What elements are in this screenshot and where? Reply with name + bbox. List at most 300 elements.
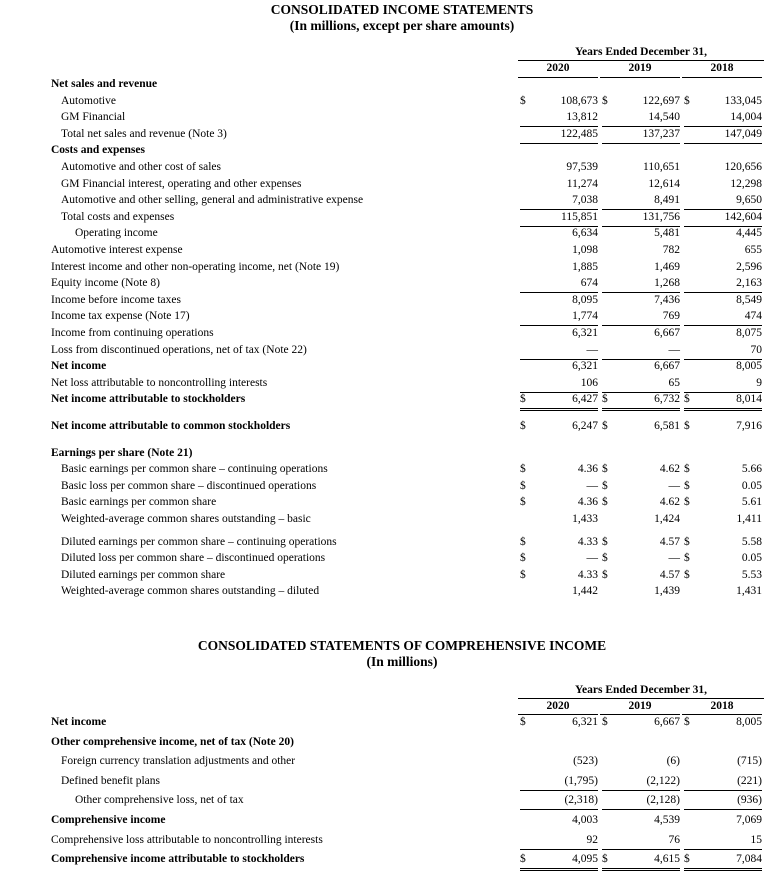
table-row xyxy=(0,463,781,479)
value-cell-2018 xyxy=(684,294,762,309)
row-value: 655 xyxy=(744,244,762,256)
row-value: 137,237 xyxy=(642,127,680,140)
comprehensive-year-rule-2018 xyxy=(682,714,762,715)
row-value: 7,084 xyxy=(736,853,762,866)
row-value: 4.57 xyxy=(659,535,680,548)
row-label: Net loss attributable to noncontrolling interests xyxy=(51,376,268,389)
currency-symbol: $ xyxy=(684,393,690,406)
row-label: Automotive and other cost of sales xyxy=(61,161,222,173)
currency-symbol: $ xyxy=(520,535,526,548)
currency-symbol: $ xyxy=(602,535,608,548)
row-label: Defined benefit plans xyxy=(61,774,160,787)
row-value: 115,851 xyxy=(561,210,598,223)
row-value: (2,122) xyxy=(646,774,680,787)
currency-symbol: $ xyxy=(520,94,526,107)
row-value: 8,491 xyxy=(654,194,680,207)
value-cell-2018 xyxy=(684,377,762,393)
row-value: — xyxy=(586,343,598,356)
value-cell-2018 xyxy=(684,853,762,871)
value-cell-2020 xyxy=(520,834,598,850)
row-value: 6,321 xyxy=(572,716,598,728)
table-row xyxy=(0,569,781,585)
row-value: — xyxy=(668,479,680,492)
value-cell-2018 xyxy=(684,536,762,551)
value-cell-2018 xyxy=(684,344,762,360)
value-cell-2020 xyxy=(520,377,598,393)
table-row xyxy=(0,736,781,752)
currency-symbol: $ xyxy=(520,479,526,492)
value-cell-2020 xyxy=(520,463,598,478)
value-cell-2019 xyxy=(602,178,680,193)
row-value: — xyxy=(586,552,598,565)
income-statement-subtitle: (In millions, except per share amounts) xyxy=(289,18,515,33)
row-value: (523) xyxy=(573,755,598,768)
row-value: 131,756 xyxy=(642,210,680,223)
currency-symbol: $ xyxy=(520,853,526,866)
currency-symbol: $ xyxy=(684,496,690,509)
row-value: 4,003 xyxy=(572,814,598,826)
row-value: — xyxy=(668,343,680,356)
row-value: (2,128) xyxy=(646,794,680,807)
table-row xyxy=(0,327,781,343)
row-label: GM Financial interest, operating and other expenses xyxy=(61,177,302,190)
row-value: 1,424 xyxy=(654,513,680,525)
row-value: (2,318) xyxy=(564,794,598,807)
row-value: 2,596 xyxy=(736,260,762,273)
value-cell-2019 xyxy=(602,775,680,791)
row-label: Income before income taxes xyxy=(51,293,181,306)
value-cell-2018 xyxy=(684,447,762,462)
currency-symbol: $ xyxy=(520,496,526,509)
row-value: 4.62 xyxy=(659,463,680,476)
value-cell-2020 xyxy=(520,294,598,309)
comprehensive-year-rule-2020 xyxy=(518,714,598,715)
income-statement-title: CONSOLIDATED INCOME STATEMENTS xyxy=(270,2,534,17)
row-value: — xyxy=(586,479,598,492)
currency-symbol: $ xyxy=(602,568,608,581)
row-label: Foreign currency translation adjustments and other xyxy=(61,755,296,768)
table-row xyxy=(0,552,781,568)
currency-symbol: $ xyxy=(520,420,526,432)
value-cell-2018 xyxy=(684,420,762,435)
income-year-2020: 2020 xyxy=(546,62,570,74)
row-value: 108,673 xyxy=(560,94,598,107)
row-value: 2,163 xyxy=(736,277,762,290)
value-cell-2018 xyxy=(684,775,762,791)
comprehensive-subtitle: (In millions) xyxy=(366,654,438,669)
value-cell-2018 xyxy=(684,585,762,600)
row-value: 13,812 xyxy=(566,111,598,124)
row-value: 11,274 xyxy=(566,177,598,190)
table-row xyxy=(0,496,781,512)
value-cell-2019 xyxy=(602,344,680,360)
row-value: (6) xyxy=(666,755,680,768)
row-value: 0.05 xyxy=(741,479,762,492)
row-value: 6,667 xyxy=(654,716,680,728)
row-label: Weighted-average common shares outstanding – diluted xyxy=(61,585,320,598)
row-value: (715) xyxy=(737,755,762,768)
comprehensive-year-2018: 2018 xyxy=(710,700,734,712)
value-cell-2019 xyxy=(602,211,680,227)
row-label: GM Financial xyxy=(61,111,126,124)
currency-symbol: $ xyxy=(684,420,690,432)
table-row xyxy=(0,536,781,552)
value-cell-2018 xyxy=(684,552,762,567)
row-label: Income tax expense (Note 17) xyxy=(51,310,190,323)
value-cell-2019 xyxy=(602,480,680,495)
currency-symbol: $ xyxy=(520,552,526,565)
row-label: Operating income xyxy=(75,227,158,240)
value-cell-2018 xyxy=(684,463,762,478)
row-value: 1,431 xyxy=(736,585,762,598)
row-value: 4.33 xyxy=(577,568,598,581)
value-cell-2018 xyxy=(684,310,762,326)
row-value: 5.61 xyxy=(741,496,762,509)
value-cell-2020 xyxy=(520,585,598,600)
table-row xyxy=(0,420,781,436)
row-value: 12,298 xyxy=(730,177,762,190)
row-value: 6,667 xyxy=(654,327,680,339)
table-row xyxy=(0,853,781,869)
value-cell-2018 xyxy=(684,161,762,176)
value-cell-2020 xyxy=(520,480,598,495)
table-row xyxy=(0,585,781,601)
value-cell-2018 xyxy=(684,755,762,770)
value-cell-2019 xyxy=(602,161,680,176)
value-cell-2019 xyxy=(602,552,680,567)
comprehensive-year-2020: 2020 xyxy=(546,700,570,712)
currency-symbol: $ xyxy=(684,853,690,866)
table-row xyxy=(0,377,781,393)
comprehensive-period-rule xyxy=(518,698,764,699)
value-cell-2019 xyxy=(602,814,680,829)
row-value: 65 xyxy=(668,376,680,389)
value-cell-2019 xyxy=(602,95,680,110)
value-cell-2019 xyxy=(602,227,680,242)
row-label: Loss from discontinued operations, net of tax (Note 22) xyxy=(51,343,307,356)
row-value: 1,098 xyxy=(572,244,598,256)
row-value: 6,667 xyxy=(654,360,680,373)
row-value: 76 xyxy=(668,833,680,846)
row-value: 7,436 xyxy=(654,293,680,306)
value-cell-2018 xyxy=(684,211,762,227)
value-cell-2018 xyxy=(684,95,762,110)
row-label: Net income xyxy=(51,360,107,373)
row-value: 6,321 xyxy=(572,327,598,339)
row-label: Net income xyxy=(51,716,107,728)
value-cell-2019 xyxy=(602,447,680,462)
row-value: 782 xyxy=(662,244,680,256)
row-value: 5.66 xyxy=(741,463,762,476)
row-value: 4,095 xyxy=(572,853,598,866)
currency-symbol: $ xyxy=(602,463,608,476)
currency-symbol: $ xyxy=(684,568,690,581)
row-value: 5.53 xyxy=(741,568,762,581)
value-cell-2018 xyxy=(684,480,762,495)
row-value: 8,075 xyxy=(736,327,762,339)
table-row xyxy=(0,244,781,260)
row-label: Comprehensive loss attributable to noncontrolling interests xyxy=(51,833,323,846)
value-cell-2019 xyxy=(602,585,680,600)
value-cell-2020 xyxy=(520,496,598,511)
row-value: 122,485 xyxy=(560,127,598,140)
row-value: 1,433 xyxy=(572,513,598,525)
table-row xyxy=(0,128,781,144)
row-value: 5,481 xyxy=(654,227,680,240)
value-cell-2019 xyxy=(602,853,680,871)
currency-symbol: $ xyxy=(684,463,690,476)
table-row xyxy=(0,344,781,360)
row-value: 4.36 xyxy=(577,496,598,509)
value-cell-2020 xyxy=(520,420,598,435)
currency-symbol: $ xyxy=(520,393,526,406)
value-cell-2019 xyxy=(602,244,680,259)
row-value: 6,732 xyxy=(654,393,680,406)
value-cell-2020 xyxy=(520,261,598,276)
row-value: 4,539 xyxy=(654,814,680,826)
value-cell-2018 xyxy=(684,128,762,144)
row-value: 8,549 xyxy=(736,293,762,306)
row-value: 70 xyxy=(750,343,762,356)
value-cell-2018 xyxy=(684,834,762,850)
value-cell-2019 xyxy=(602,794,680,810)
table-row xyxy=(0,513,781,529)
currency-symbol: $ xyxy=(602,552,608,565)
value-cell-2020 xyxy=(520,814,598,829)
row-value: 769 xyxy=(662,310,680,323)
table-row xyxy=(0,775,781,791)
value-cell-2018 xyxy=(684,244,762,259)
row-value: 4.62 xyxy=(659,496,680,509)
row-label: Basic earnings per common share xyxy=(61,496,217,509)
currency-symbol: $ xyxy=(520,568,526,581)
row-value: 7,916 xyxy=(736,420,762,432)
value-cell-2019 xyxy=(602,736,680,751)
value-cell-2018 xyxy=(684,736,762,751)
table-row xyxy=(0,111,781,127)
row-value: 97,539 xyxy=(566,161,598,173)
value-cell-2020 xyxy=(520,360,598,375)
table-row xyxy=(0,194,781,210)
value-cell-2019 xyxy=(602,513,680,528)
value-cell-2019 xyxy=(602,277,680,293)
value-cell-2018 xyxy=(684,261,762,276)
row-value: — xyxy=(668,552,680,565)
value-cell-2018 xyxy=(684,111,762,127)
currency-symbol: $ xyxy=(602,479,608,492)
row-value: 92 xyxy=(586,833,598,846)
row-label: Automotive xyxy=(61,94,116,107)
table-row xyxy=(0,310,781,326)
table-row xyxy=(0,161,781,177)
table-row xyxy=(0,144,781,160)
currency-symbol: $ xyxy=(684,716,690,728)
row-value: 14,004 xyxy=(730,111,762,124)
row-label: Other comprehensive income, net of tax (Note 20) xyxy=(51,735,294,748)
row-label: Income from continuing operations xyxy=(51,327,214,339)
value-cell-2018 xyxy=(684,513,762,528)
comprehensive-year-rule-2019 xyxy=(600,714,680,715)
row-value: 1,774 xyxy=(572,310,598,323)
row-label: Net income attributable to common stockholders xyxy=(51,420,291,432)
row-value: 6,581 xyxy=(654,420,680,432)
value-cell-2020 xyxy=(520,277,598,293)
value-cell-2019 xyxy=(602,420,680,435)
row-label: Diluted loss per common share – discontinued operations xyxy=(61,552,326,565)
row-label: Net sales and revenue xyxy=(51,78,158,90)
row-value: 1,885 xyxy=(572,260,598,273)
value-cell-2018 xyxy=(684,794,762,810)
value-cell-2019 xyxy=(602,360,680,375)
value-cell-2020 xyxy=(520,128,598,144)
value-cell-2019 xyxy=(602,463,680,478)
row-label: Equity income (Note 8) xyxy=(51,277,160,290)
table-row xyxy=(0,360,781,376)
value-cell-2018 xyxy=(684,277,762,293)
value-cell-2018 xyxy=(684,814,762,829)
row-value: 9,650 xyxy=(736,194,762,207)
row-value: (1,795) xyxy=(564,774,598,787)
value-cell-2018 xyxy=(684,360,762,375)
value-cell-2019 xyxy=(602,496,680,511)
table-row xyxy=(0,78,781,94)
row-label: Comprehensive income attributable to stockholders xyxy=(51,853,305,866)
value-cell-2020 xyxy=(520,447,598,462)
row-value: 8,005 xyxy=(736,360,762,373)
value-cell-2018 xyxy=(684,496,762,511)
value-cell-2020 xyxy=(520,393,598,411)
value-cell-2020 xyxy=(520,244,598,259)
value-cell-2019 xyxy=(602,310,680,326)
value-cell-2020 xyxy=(520,513,598,528)
row-value: 147,049 xyxy=(724,127,762,140)
value-cell-2018 xyxy=(684,78,762,93)
value-cell-2019 xyxy=(602,261,680,276)
table-row xyxy=(0,261,781,277)
value-cell-2018 xyxy=(684,144,762,159)
value-cell-2020 xyxy=(520,327,598,342)
row-label: Interest income and other non-operating income, net (Note 19) xyxy=(51,260,340,273)
value-cell-2019 xyxy=(602,569,680,584)
row-value: 1,411 xyxy=(736,513,762,525)
comprehensive-title: CONSOLIDATED STATEMENTS OF COMPREHENSIVE INCOME xyxy=(197,638,607,653)
value-cell-2020 xyxy=(520,794,598,810)
value-cell-2020 xyxy=(520,111,598,127)
currency-symbol: $ xyxy=(684,535,690,548)
income-period-rule xyxy=(518,60,764,61)
table-row xyxy=(0,447,781,463)
row-label: Diluted earnings per common share – continuing operations xyxy=(61,535,337,548)
row-value: 14,540 xyxy=(648,111,680,124)
value-cell-2018 xyxy=(684,194,762,210)
row-label: Costs and expenses xyxy=(51,144,145,157)
value-cell-2019 xyxy=(602,377,680,393)
row-label: Net income attributable to stockholders xyxy=(51,393,246,406)
value-cell-2020 xyxy=(520,344,598,360)
row-value: 8,095 xyxy=(572,293,598,306)
value-cell-2018 xyxy=(684,227,762,242)
row-label: Automotive interest expense xyxy=(51,244,183,256)
value-cell-2018 xyxy=(684,178,762,193)
value-cell-2020 xyxy=(520,144,598,159)
income-year-2018: 2018 xyxy=(710,62,734,74)
table-row xyxy=(0,178,781,194)
row-value: 120,656 xyxy=(724,161,762,173)
currency-symbol: $ xyxy=(602,420,608,432)
row-value: 8,014 xyxy=(736,393,762,406)
row-value: 4,615 xyxy=(654,853,680,866)
value-cell-2020 xyxy=(520,310,598,326)
value-cell-2020 xyxy=(520,775,598,791)
row-value: 4.33 xyxy=(577,535,598,548)
row-label: Weighted-average common shares outstanding – basic xyxy=(61,513,311,525)
value-cell-2020 xyxy=(520,78,598,93)
row-value: 7,038 xyxy=(572,194,598,207)
value-cell-2019 xyxy=(602,393,680,411)
row-label: Earnings per share (Note 21) xyxy=(51,446,193,459)
row-label: Basic loss per common share – discontinued operations xyxy=(61,479,317,492)
row-value: 8,005 xyxy=(736,716,762,728)
table-row xyxy=(0,294,781,310)
row-value: 1,469 xyxy=(654,260,680,273)
value-cell-2020 xyxy=(520,211,598,227)
value-cell-2019 xyxy=(602,111,680,127)
currency-symbol: $ xyxy=(684,552,690,565)
currency-symbol: $ xyxy=(602,853,608,866)
value-cell-2019 xyxy=(602,128,680,144)
row-label: Comprehensive income xyxy=(51,814,166,826)
row-value: 674 xyxy=(580,277,598,290)
row-value: 110,651 xyxy=(643,161,680,173)
value-cell-2020 xyxy=(520,716,598,731)
row-label: Total costs and expenses xyxy=(61,210,175,223)
row-value: 4.57 xyxy=(659,568,680,581)
value-cell-2019 xyxy=(602,755,680,770)
value-cell-2018 xyxy=(684,393,762,411)
value-cell-2020 xyxy=(520,194,598,210)
row-label: Basic earnings per common share – continuing operations xyxy=(61,463,328,476)
comprehensive-period-header: Years Ended December 31, xyxy=(574,684,708,696)
row-value: 6,247 xyxy=(572,420,598,432)
value-cell-2019 xyxy=(602,78,680,93)
currency-symbol: $ xyxy=(602,716,608,728)
row-value: 7,069 xyxy=(736,814,762,826)
row-value: 15 xyxy=(750,833,762,846)
comprehensive-year-2019: 2019 xyxy=(628,700,652,712)
table-row xyxy=(0,834,781,850)
value-cell-2019 xyxy=(602,834,680,850)
value-cell-2020 xyxy=(520,178,598,193)
currency-symbol: $ xyxy=(602,496,608,509)
table-row xyxy=(0,277,781,293)
table-row xyxy=(0,755,781,771)
row-label: Automotive and other selling, general and administrative expense xyxy=(61,194,364,207)
value-cell-2019 xyxy=(602,194,680,210)
row-value: 1,442 xyxy=(572,585,598,598)
value-cell-2020 xyxy=(520,569,598,584)
table-row xyxy=(0,227,781,243)
value-cell-2020 xyxy=(520,161,598,176)
value-cell-2020 xyxy=(520,755,598,770)
row-value: 4.36 xyxy=(577,463,598,476)
row-value: 474 xyxy=(744,310,762,323)
value-cell-2019 xyxy=(602,536,680,551)
row-value: 106 xyxy=(580,376,598,389)
row-label: Total net sales and revenue (Note 3) xyxy=(61,127,227,140)
value-cell-2020 xyxy=(520,552,598,567)
table-row xyxy=(0,95,781,111)
row-value: 0.05 xyxy=(741,552,762,565)
